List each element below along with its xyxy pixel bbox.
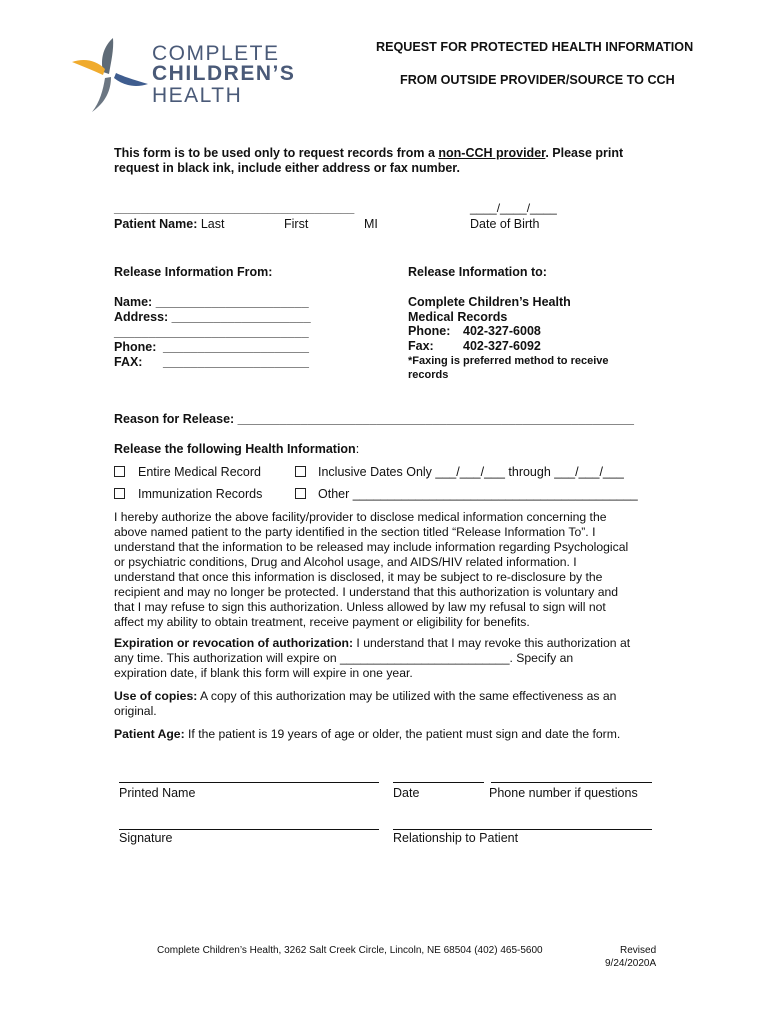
from-address-field[interactable]: ____________________: [171, 310, 311, 324]
expiration-label: Expiration or revocation of authorization:: [114, 636, 354, 650]
copies-label: Use of copies:: [114, 689, 198, 703]
health-info-heading: Release the following Health Information: [114, 442, 356, 456]
form-title-line2: FROM OUTSIDE PROVIDER/SOURCE TO CCH: [400, 73, 675, 87]
from-address-label: Address:: [114, 310, 169, 324]
release-from-heading: Release Information From:: [114, 265, 273, 279]
dob-label: Date of Birth: [470, 217, 540, 231]
intro-text-1: This form is to be used only to request records from a: [114, 146, 439, 160]
from-address2-field[interactable]: ____________________________: [114, 325, 309, 339]
copies-line1: A copy of this authorization may be utilized with the same effectiveness as an: [197, 689, 617, 703]
immunization-checkbox[interactable]: [114, 488, 125, 499]
first-label: First: [284, 217, 309, 231]
last-label: Last: [200, 217, 225, 231]
copies-paragraph: [114, 689, 616, 719]
relationship-label: Relationship to Patient: [393, 831, 519, 845]
from-phone-label: Phone:: [114, 340, 157, 354]
from-fax-field[interactable]: _____________________: [163, 355, 309, 369]
from-fax-label: FAX:: [114, 355, 143, 369]
mi-label: MI: [364, 217, 378, 231]
health-info-heading-row: [114, 442, 359, 456]
entire-record-label: Entire Medical Record: [138, 465, 261, 479]
date-line[interactable]: [393, 782, 484, 783]
expiration-line1: I understand that I may revoke this authorization at: [353, 636, 631, 650]
other-label: Other _________________________________________: [318, 487, 638, 501]
logo-text-childrens: CHILDREN’S: [152, 62, 296, 85]
fax-note-line2: records: [408, 369, 449, 381]
release-to-phone: 402-327-6008: [463, 324, 541, 338]
inclusive-dates-checkbox[interactable]: [295, 466, 306, 477]
release-to-org: Complete Children’s Health: [408, 295, 571, 309]
auth-line: recipient and may no longer be protected. I understand that this authorization is voluntary and: [114, 585, 619, 599]
from-name-label: Name:: [114, 295, 153, 309]
logo-text-complete: COMPLETE: [152, 42, 280, 65]
fax-note-line1: *Faxing is preferred method to receive: [408, 355, 609, 367]
auth-line: understand that the information to be released may include information regarding Psychological: [114, 540, 629, 554]
relationship-line[interactable]: [393, 829, 652, 830]
patient-name-field[interactable]: ____________________________________: [114, 201, 355, 215]
intro-line2: request in black ink, include either address or fax number.: [114, 161, 460, 175]
expiration-paragraph: [114, 636, 630, 681]
reason-row[interactable]: [114, 412, 634, 426]
other-checkbox[interactable]: [295, 488, 306, 499]
copies-line2: original.: [114, 704, 157, 718]
authorization-paragraph: [114, 510, 628, 630]
signature-line[interactable]: [119, 829, 379, 830]
footer-revised-date: 9/24/2020A: [605, 958, 657, 969]
inclusive-dates-label: Inclusive Dates Only ___/___/___ through ___/___/___: [318, 465, 624, 479]
signature-label: Signature: [119, 831, 173, 845]
phone-label: Phone number if questions: [489, 786, 638, 800]
release-to-fax: 402-327-6092: [463, 339, 541, 353]
non-cch-provider-text: non-CCH provider: [438, 146, 546, 160]
from-name-field[interactable]: ______________________: [155, 295, 309, 309]
age-text: If the patient is 19 years of age or older, the patient must sign and date the form.: [184, 727, 621, 741]
auth-line: understand that once this information is disclosed, it may be subject to re-disclosure by the: [114, 570, 603, 584]
entire-record-checkbox[interactable]: [114, 466, 125, 477]
cch-logo-icon: [70, 36, 150, 114]
release-to-heading: Release Information to:: [408, 265, 547, 279]
age-label: Patient Age:: [114, 727, 185, 741]
release-from-name-row[interactable]: [114, 295, 309, 309]
release-from-address-row[interactable]: [114, 310, 311, 324]
footer-revised: Revised: [620, 945, 657, 956]
age-paragraph: [114, 727, 620, 742]
reason-label: Reason for Release:: [114, 412, 235, 426]
patient-name-label: Patient Name:: [114, 217, 198, 231]
logo-text-health: HEALTH: [152, 84, 243, 107]
form-title-line1: REQUEST FOR PROTECTED HEALTH INFORMATION: [376, 40, 694, 54]
auth-line: I hereby authorize the above facility/provider to disclose medical information concerning the: [114, 510, 607, 524]
auth-line: above named patient to the party identified in the section titled “Release Information To”. I: [114, 525, 596, 539]
immunization-label: Immunization Records: [138, 487, 263, 501]
printed-name-line[interactable]: [119, 782, 379, 783]
intro-text-2: . Please print: [545, 146, 624, 160]
health-info-colon: :: [355, 442, 360, 456]
date-label: Date: [393, 786, 420, 800]
release-to-fax-label: Fax:: [408, 339, 434, 353]
footer-address: Complete Children’s Health, 3262 Salt Creek Circle, Lincoln, NE 68504 (402) 465-5600: [157, 945, 543, 956]
from-phone-field[interactable]: _____________________: [163, 340, 309, 354]
printed-name-label: Printed Name: [119, 786, 196, 800]
phone-line[interactable]: [491, 782, 652, 783]
expiration-line2[interactable]: any time. This authorization will expire on _________________________. Specify an: [114, 651, 574, 665]
dob-field[interactable]: ____/____/____: [470, 201, 557, 215]
auth-line: or psychiatric conditions, Drug and Alcohol usage, and AIDS/HIV related information. I: [114, 555, 577, 569]
auth-line: that I may refuse to sign this authorization. Unless allowed by law my refusal to sign will not: [114, 600, 606, 614]
patient-name-label-row: [114, 217, 224, 231]
release-to-phone-label: Phone:: [408, 324, 451, 338]
release-to-dept: Medical Records: [408, 310, 508, 324]
auth-line: affect my ability to obtain treatment, receive payment or eligibility for benefits.: [114, 615, 530, 629]
reason-field[interactable]: _________________________________________________________: [237, 412, 634, 426]
expiration-line3: expiration date, if blank this form will expire in one year.: [114, 666, 413, 680]
intro-line1: [114, 146, 623, 160]
